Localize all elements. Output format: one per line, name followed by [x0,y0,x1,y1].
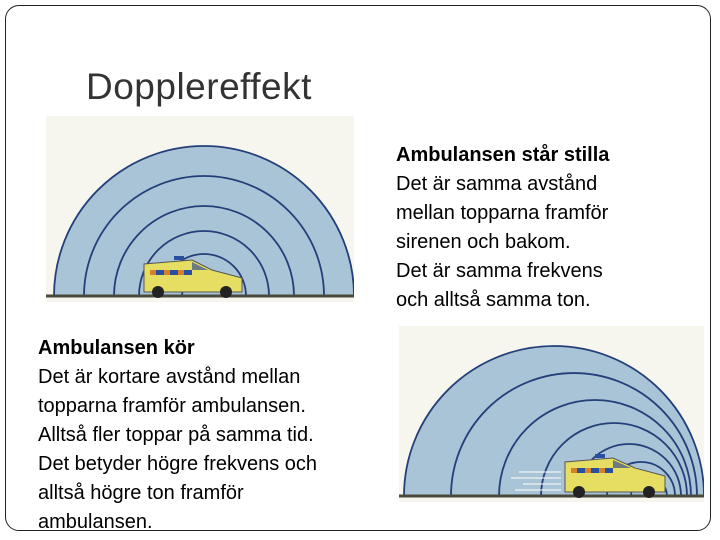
standing-heading: Ambulansen står stilla [396,144,610,166]
moving-line: Det betyder högre frekvens och [38,453,318,475]
moving-description [38,334,317,537]
slide-title: Dopplereffekt [86,66,312,107]
moving-line: topparna framför ambulansen. [38,395,306,417]
standing-description [396,141,609,315]
moving-line: alltså högre ton framför [38,482,244,504]
moving-heading: Ambulansen kör [38,337,195,359]
standing-line: Det är samma frekvens [396,260,603,282]
standing-line: och alltså samma ton. [396,289,591,311]
standing-line: Det är samma avstånd [396,173,598,195]
moving-line: ambulansen. [38,511,153,533]
standing-line: sirenen och bakom. [396,231,571,253]
moving-line: Det är kortare avstånd mellan [38,366,301,388]
standing-wave-photo [46,116,354,302]
moving-line: Alltså fler toppar på samma tid. [38,424,314,446]
standing-line: mellan topparna framför [396,202,609,224]
moving-wave-photo [399,326,704,502]
slide [5,5,711,531]
